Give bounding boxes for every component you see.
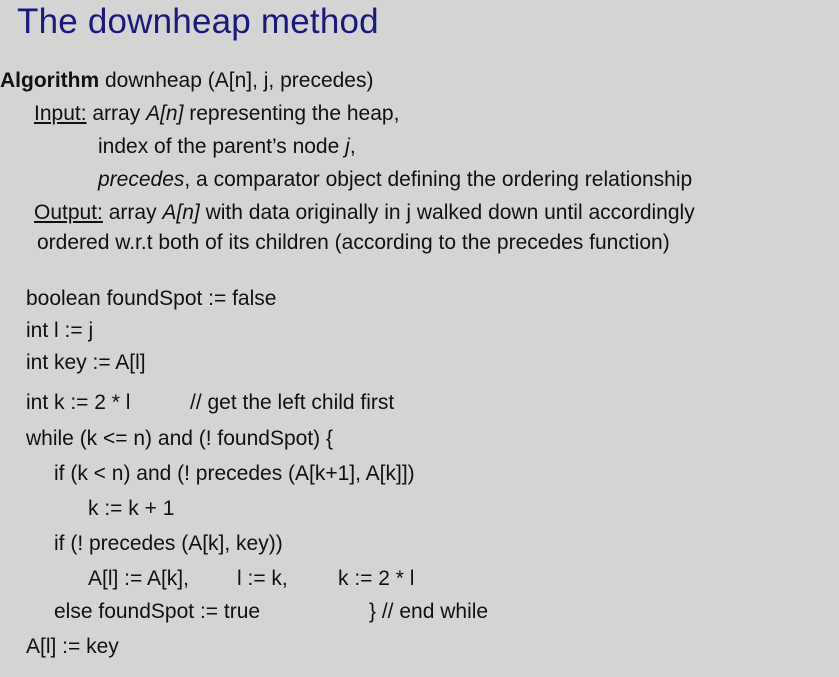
output-line-1 <box>34 200 695 226</box>
output-text: array <box>102 201 163 224</box>
input-var: j <box>345 135 350 158</box>
code-comment: // get the left child first <box>190 391 395 414</box>
page-title: The downheap method <box>17 2 379 41</box>
code-line: boolean foundSpot := false <box>26 287 277 310</box>
input-line-1 <box>34 101 399 127</box>
code-comment: } // end while <box>369 600 489 623</box>
code-line: int l := j <box>26 319 94 342</box>
algorithm-signature: downheap (A[n], j, precedes) <box>99 69 374 92</box>
code-line: while (k <= n) and (! foundSpot) { <box>26 427 334 450</box>
code-line: if (k < n) and (! precedes (A[k+1], A[k]]) <box>54 462 415 485</box>
input-text: representing the heap, <box>183 102 400 125</box>
input-var: precedes <box>98 168 185 191</box>
output-text: with data originally in j walked down until accordingly <box>199 201 695 224</box>
code-line: int key := A[l] <box>26 351 146 374</box>
code-line: A[l] := key <box>26 635 119 658</box>
output-var: A[n] <box>162 201 200 224</box>
input-line-2 <box>98 134 356 160</box>
input-text: index of the parent’s node <box>98 135 346 158</box>
output-label: Output: <box>34 201 103 224</box>
input-var: A[n] <box>146 102 184 125</box>
code-line: l := k, <box>237 567 288 590</box>
code-line: else foundSpot := true <box>54 600 261 623</box>
algorithm-keyword: Algorithm <box>0 69 100 92</box>
input-label: Input: <box>34 102 87 125</box>
input-line-3 <box>98 167 692 193</box>
code-line: if (! precedes (A[k], key)) <box>54 532 283 555</box>
input-text: array <box>86 102 147 125</box>
algorithm-header <box>0 68 373 94</box>
input-text: , a comparator object defining the ordering relationship <box>184 168 693 191</box>
output-line-2: ordered w.r.t both of its children (according to the precedes function) <box>37 231 670 254</box>
code-line: int k := 2 * l <box>26 391 131 414</box>
code-line: A[l] := A[k], <box>88 567 189 590</box>
input-text: , <box>349 135 356 158</box>
code-line: k := 2 * l <box>338 567 415 590</box>
code-line: k := k + 1 <box>88 497 175 520</box>
